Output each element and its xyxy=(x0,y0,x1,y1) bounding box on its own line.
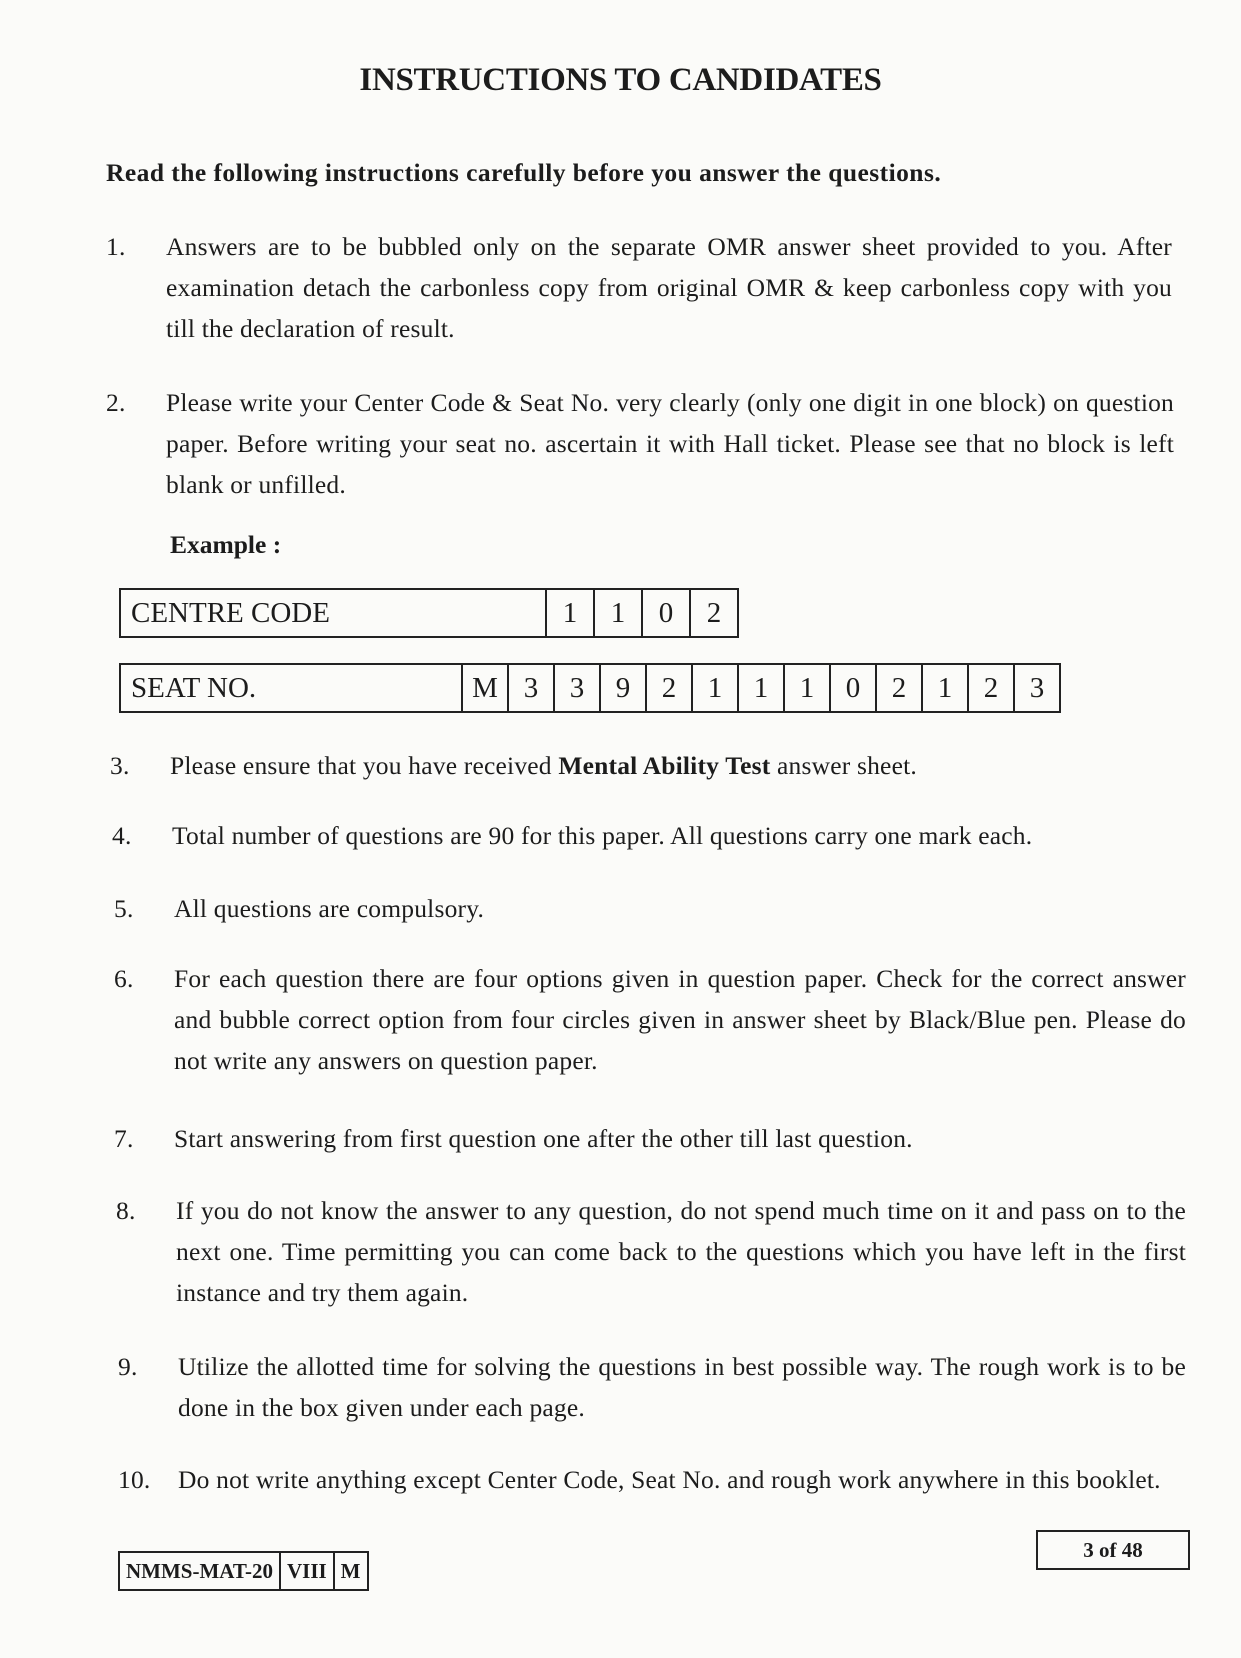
seat-no-digit: 3 xyxy=(553,665,599,711)
seat-no-digit: 3 xyxy=(507,665,553,711)
centre-code-digit: 2 xyxy=(689,590,737,636)
instruction-text: Start answering from first question one after the other till last question. xyxy=(174,1124,913,1153)
instruction-text: Utilize the allotted time for solving the questions in best possible way. The rough work is to be done in the box given under each page. xyxy=(178,1352,1186,1422)
seat-no-box xyxy=(119,663,1061,713)
centre-code-digit: 1 xyxy=(593,590,641,636)
instruction-text: Total number of questions are 90 for this paper. All questions carry one mark each. xyxy=(172,821,1033,850)
instruction-text-emphasis: Mental Ability Test xyxy=(558,751,771,780)
instruction-text: All questions are compulsory. xyxy=(174,894,485,923)
paper-standard: VIII xyxy=(279,1553,333,1589)
seat-no-digit: 1 xyxy=(921,665,967,711)
instruction-number: 1. xyxy=(106,232,126,261)
seat-no-digit: 2 xyxy=(967,665,1013,711)
instruction-text: If you do not know the answer to any question, do not spend much time on it and pass on to the next one. Time permitting you can come back to the questions which you have left in the first instance and try them again. xyxy=(176,1196,1186,1307)
seat-no-digit: 0 xyxy=(829,665,875,711)
seat-no-digit: 2 xyxy=(875,665,921,711)
seat-no-digit: 1 xyxy=(737,665,783,711)
instruction-text-part: answer sheet. xyxy=(770,751,917,780)
example-label: Example : xyxy=(170,530,282,559)
instruction-number: 3. xyxy=(110,751,130,780)
seat-no-digit: 1 xyxy=(783,665,829,711)
centre-code-digit: 1 xyxy=(545,590,593,636)
centre-code-digit: 0 xyxy=(641,590,689,636)
instructions-subtitle: Read the following instructions carefully before you answer the questions. xyxy=(106,158,942,187)
centre-code-label: CENTRE CODE xyxy=(131,597,330,629)
page-title: INSTRUCTIONS TO CANDIDATES xyxy=(359,62,882,98)
instruction-number: 2. xyxy=(106,388,126,417)
instruction-number: 4. xyxy=(112,821,132,850)
instruction-text: Answers are to be bubbled only on the separate OMR answer sheet provided to you. After examination detach the carbonless copy from original OMR & keep carbonless copy with you till the declaration of result. xyxy=(166,232,1172,343)
instruction-number: 10. xyxy=(118,1465,151,1494)
instruction-text: For each question there are four options given in question paper. Check for the correct answer and bubble correct option from four circles given in answer sheet by Black/Blue pen. Please do not write any answers on question paper. xyxy=(174,964,1186,1075)
instruction-number: 8. xyxy=(116,1196,136,1225)
instruction-text-part: Please ensure that you have received xyxy=(170,751,559,780)
seat-no-digit: 2 xyxy=(645,665,691,711)
instruction-number: 5. xyxy=(114,894,134,923)
instruction-text: Do not write anything except Center Code, Seat No. and rough work anywhere in this booklet. xyxy=(178,1465,1161,1494)
instruction-number: 7. xyxy=(114,1124,134,1153)
paper-code-box xyxy=(118,1551,369,1591)
instruction-text: Please write your Center Code & Seat No. very clearly (only one digit in one block) on question paper. Before writing your seat no. ascertain it with Hall ticket. Please see that no block is left blank or unfilled. xyxy=(166,388,1174,499)
seat-no-digit: 1 xyxy=(691,665,737,711)
instruction-number: 6. xyxy=(114,964,134,993)
paper-code: NMMS-MAT-20 xyxy=(126,1559,273,1583)
seat-no-label: SEAT NO. xyxy=(131,672,257,704)
page-number: 3 of 48 xyxy=(1036,1530,1190,1570)
instruction-number: 9. xyxy=(118,1352,138,1381)
instruction-text xyxy=(170,745,1180,786)
paper-medium: M xyxy=(333,1553,367,1589)
seat-no-digit: 3 xyxy=(1013,665,1059,711)
centre-code-box xyxy=(119,588,739,638)
seat-no-digit: 9 xyxy=(599,665,645,711)
seat-no-digit: M xyxy=(461,665,507,711)
